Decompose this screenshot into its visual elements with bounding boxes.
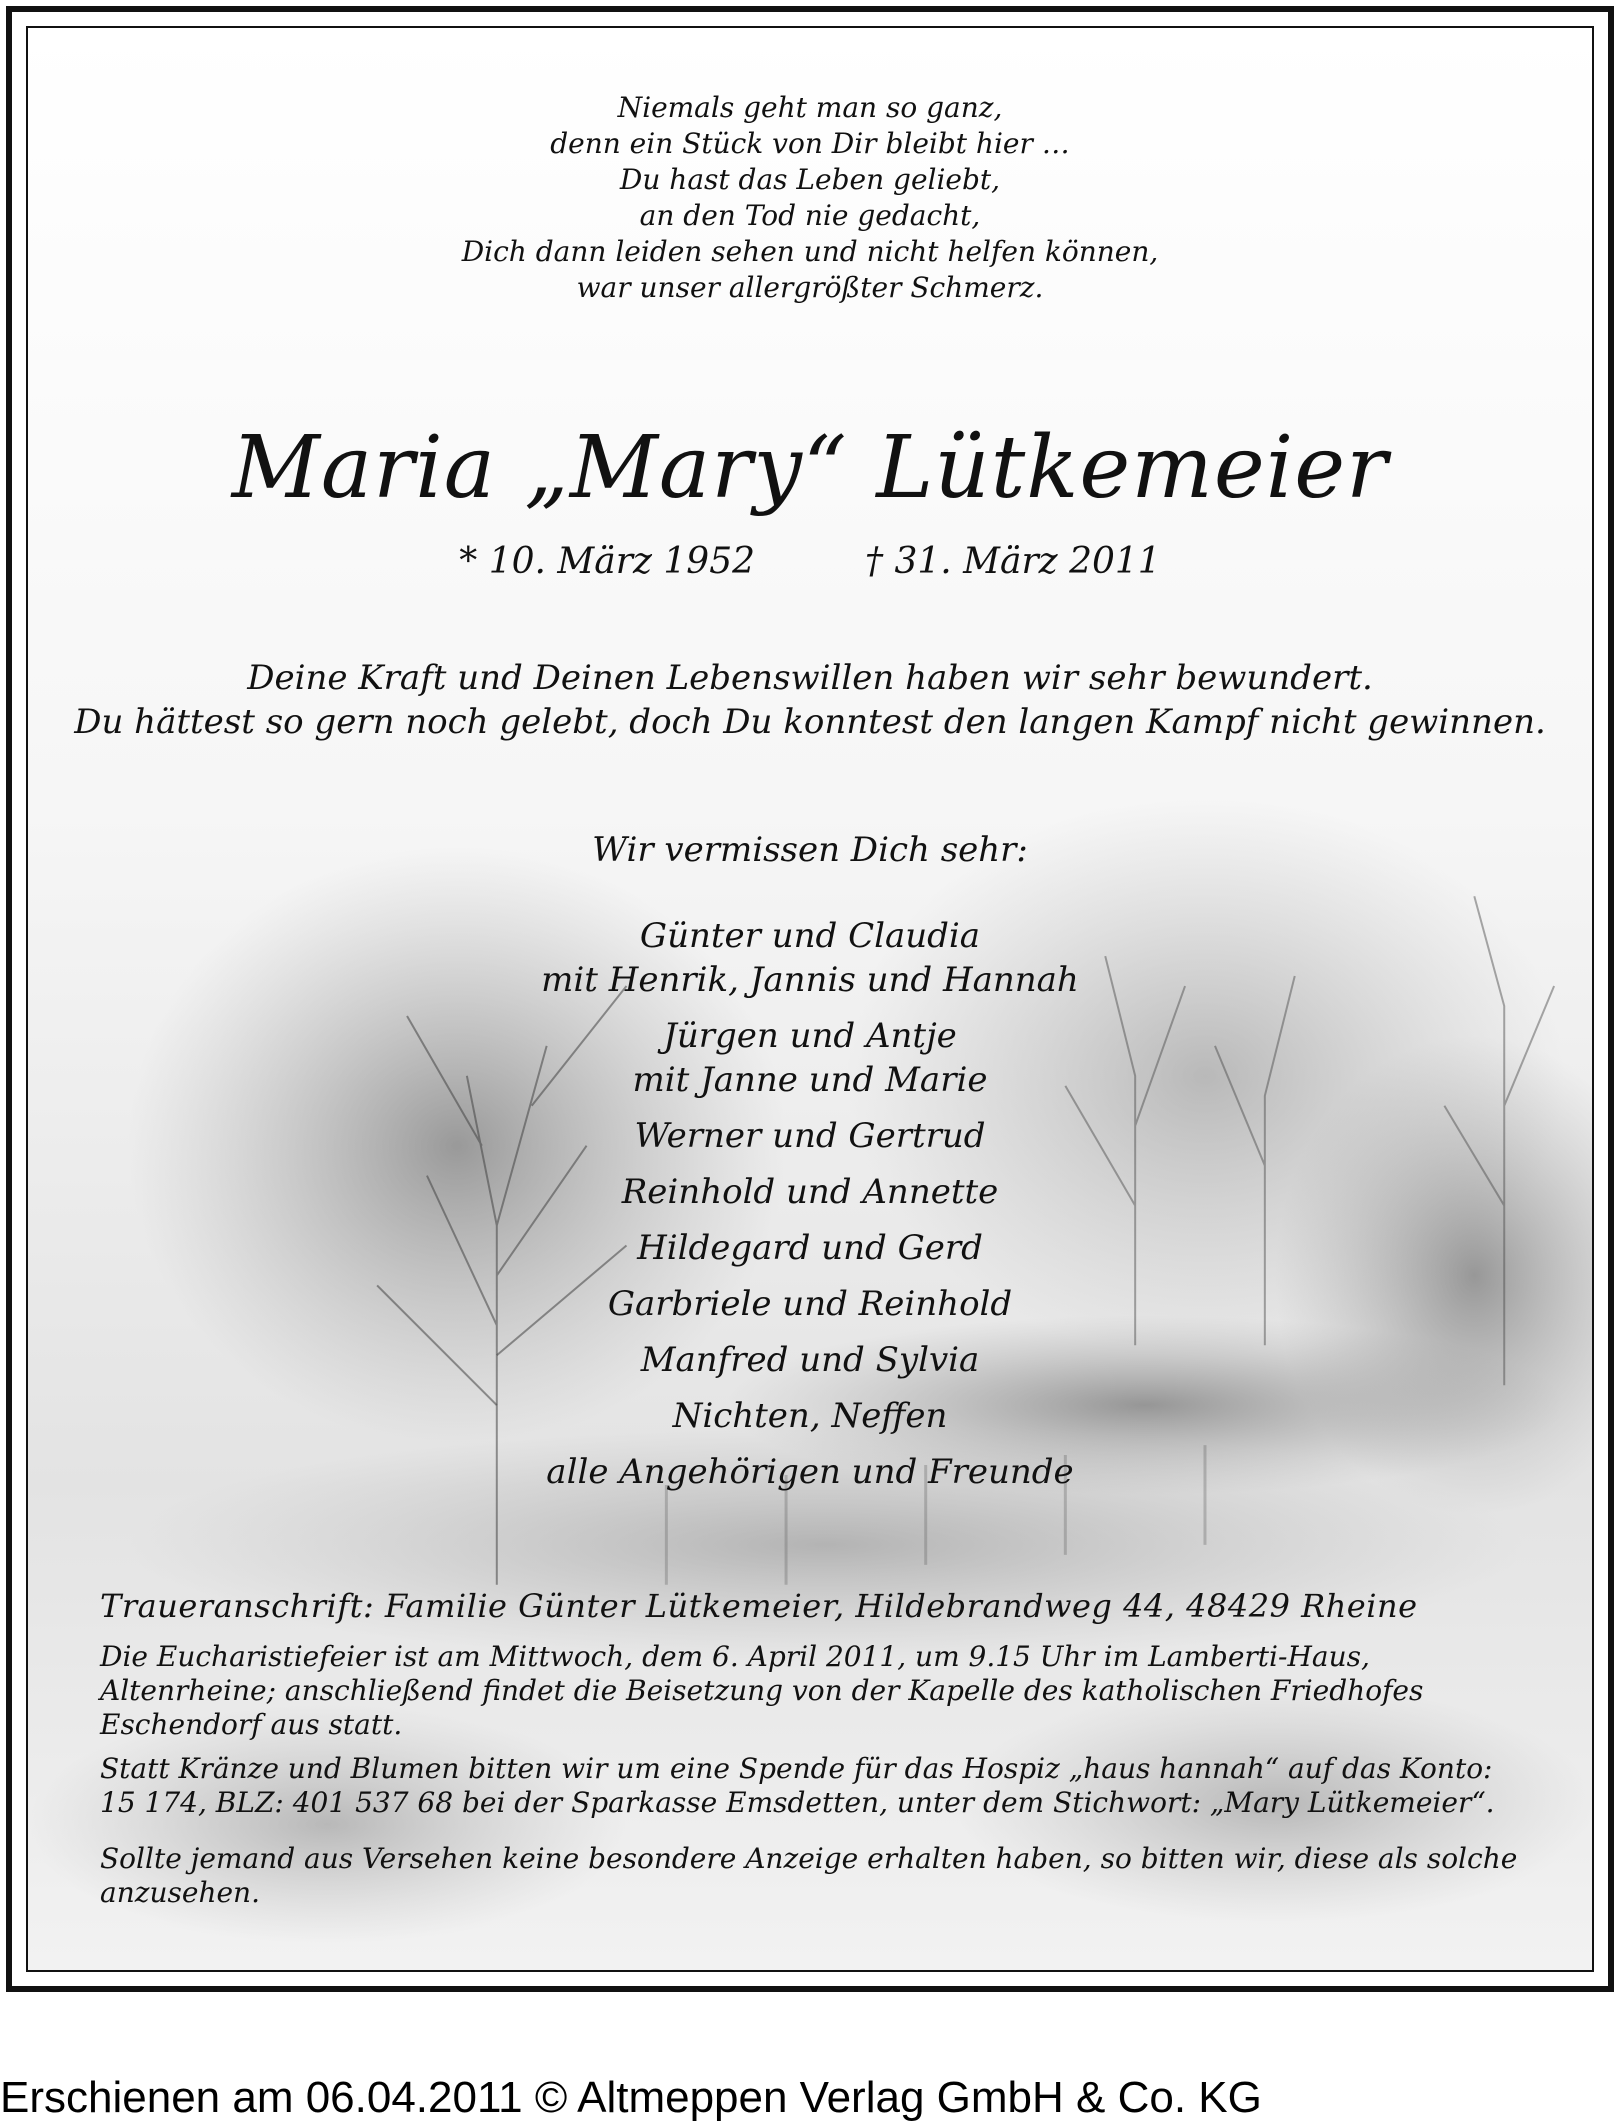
publication-footer: Erschienen am 06.04.2011 © Altmeppen Verlag GmbH & Co. KG bbox=[0, 2073, 1262, 2122]
miss-heading: Wir vermissen Dich sehr: bbox=[592, 830, 1028, 870]
tribute-line: Deine Kraft und Deinen Lebenswillen haben wir sehr bewundert. bbox=[247, 658, 1373, 698]
mass-paragraph: Die Eucharistiefeier ist am Mittwoch, dem 6. April 2011, um 9.15 Uhr im Lamberti-Haus, Altenrheine; anschließend findet die Beisetzung von der Kapelle des katholischen Friedhofes Eschendorf aus statt. bbox=[100, 1640, 1424, 1741]
donation-paragraph: Statt Kränze und Blumen bitten wir um eine Spende für das Hospiz „haus hannah“ auf das Konto: 15 174, BLZ: 401 537 68 bei der Sparkasse Emsdetten, unter dem Stichwort: „Mary Lütkemeier“. bbox=[100, 1752, 1495, 1819]
tribute-text bbox=[28, 656, 1592, 744]
family-line: Reinhold und Annette bbox=[621, 1172, 999, 1212]
tribute-line: Du hättest so gern noch gelebt, doch Du konntest den langen Kampf nicht gewinnen. bbox=[74, 702, 1546, 742]
mourning-address: Traueranschrift: Familie Günter Lütkemeier, Hildebrandweg 44, 48429 Rheine bbox=[100, 1587, 1418, 1625]
family-group bbox=[28, 1394, 1592, 1438]
family-group bbox=[28, 1282, 1592, 1326]
family-line: alle Angehörigen und Freunde bbox=[546, 1452, 1074, 1492]
poem-line: Niemals geht man so ganz, bbox=[617, 91, 1003, 124]
family-line: Günter und Claudia bbox=[639, 916, 981, 956]
family-group bbox=[28, 1450, 1592, 1494]
poem-line: Dich dann leiden sehen und nicht helfen können, bbox=[461, 235, 1159, 268]
obituary-content bbox=[28, 28, 1592, 1970]
family-line: Werner und Gertrud bbox=[634, 1116, 986, 1156]
family-group bbox=[28, 1014, 1592, 1102]
family-line: Nichten, Neffen bbox=[672, 1396, 948, 1436]
family-line: mit Janne und Marie bbox=[632, 1060, 988, 1100]
poem-line: war unser allergrößter Schmerz. bbox=[576, 271, 1044, 304]
family-group bbox=[28, 1170, 1592, 1214]
life-dates bbox=[28, 540, 1592, 584]
notice-paragraph: Sollte jemand aus Versehen keine besondere Anzeige erhalten haben, so bitten wir, diese als solche anzusehen. bbox=[100, 1842, 1518, 1909]
family-group bbox=[28, 1338, 1592, 1382]
family-line: mit Henrik, Jannis und Hannah bbox=[541, 960, 1079, 1000]
family-line: Manfred und Sylvia bbox=[640, 1340, 980, 1380]
family-line: Garbriele und Reinhold bbox=[607, 1284, 1013, 1324]
poem-line: denn ein Stück von Dir bleibt hier … bbox=[550, 127, 1070, 160]
birth-date: * 10. März 1952 bbox=[459, 541, 755, 582]
family-group bbox=[28, 914, 1592, 1002]
poem-line: an den Tod nie gedacht, bbox=[639, 199, 981, 232]
obituary-inner-border bbox=[26, 26, 1594, 1972]
family-line: Hildegard und Gerd bbox=[637, 1228, 983, 1268]
death-date: † 31. März 2011 bbox=[865, 541, 1161, 582]
family-line: Jürgen und Antje bbox=[663, 1016, 957, 1056]
obituary-frame bbox=[6, 6, 1614, 1992]
family-group bbox=[28, 1114, 1592, 1158]
poem-line: Du hast das Leben geliebt, bbox=[619, 163, 1001, 196]
mourners-list bbox=[28, 914, 1592, 1506]
family-group bbox=[28, 1226, 1592, 1270]
poem bbox=[28, 90, 1592, 306]
deceased-name: Maria „Mary“ Lütkemeier bbox=[231, 418, 1389, 518]
